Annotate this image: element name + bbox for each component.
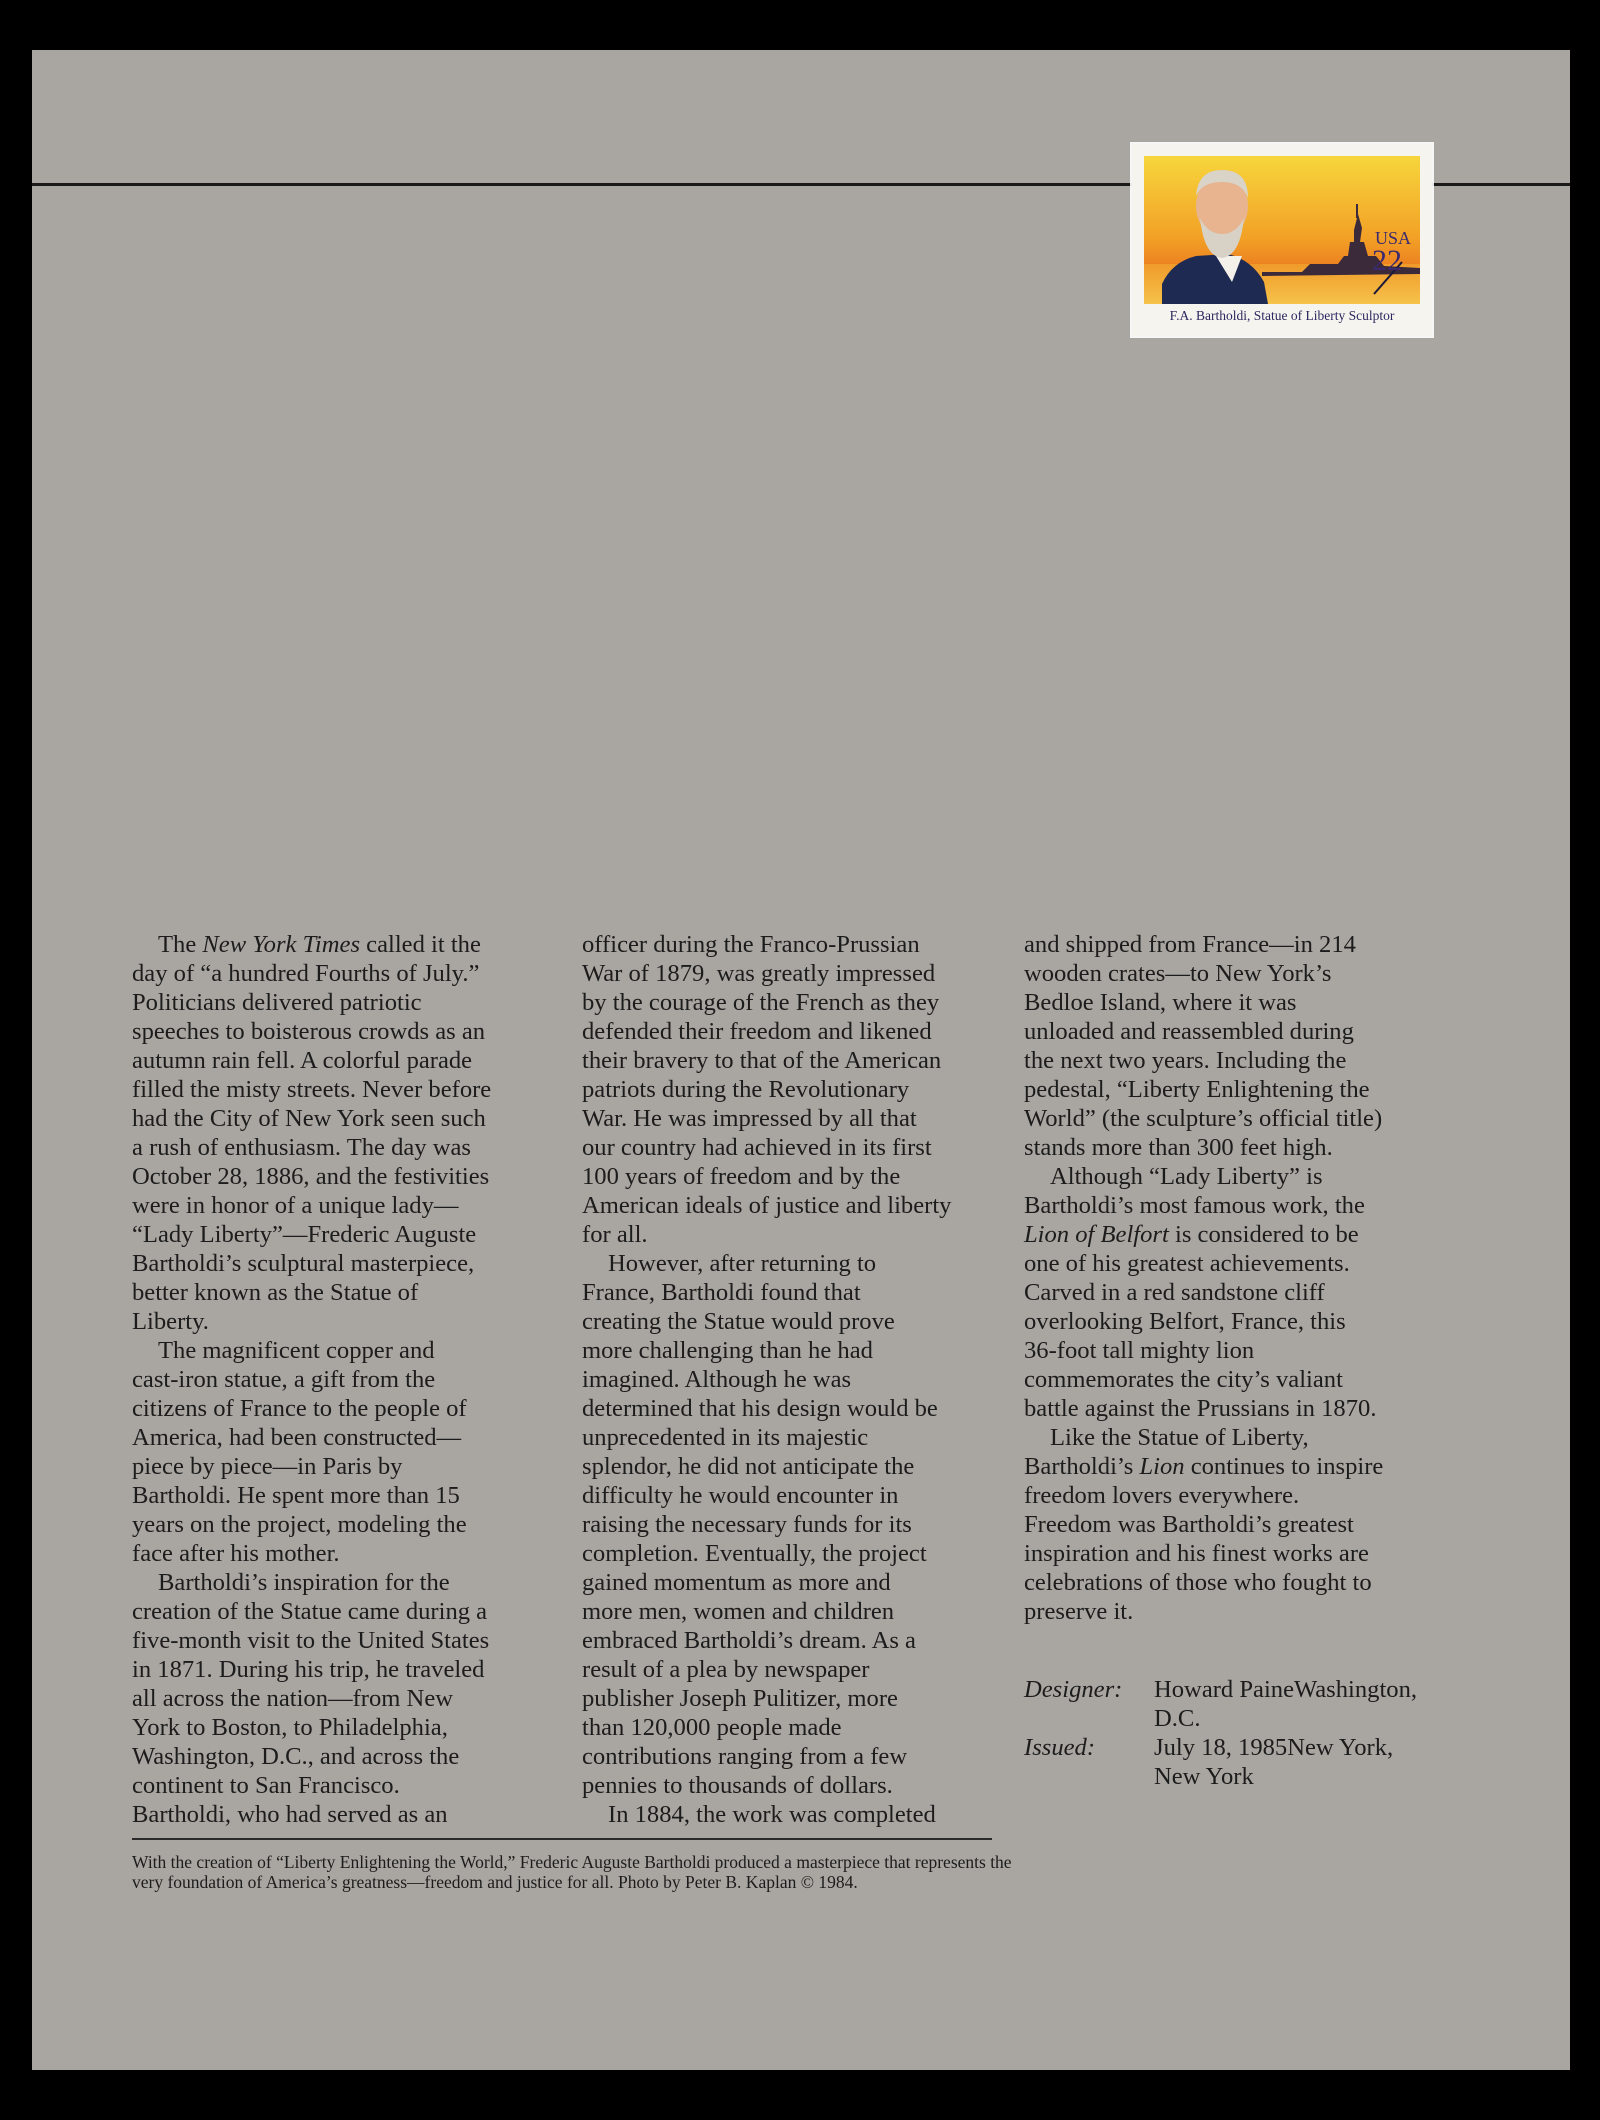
text-line: Liberty. (132, 1308, 209, 1335)
text-line: Bartholdi’s most famous work, the (1024, 1192, 1365, 1219)
text-line: Lion of Belfort is considered to be (1024, 1221, 1359, 1248)
text-line: face after his mother. (132, 1540, 340, 1567)
text-line: creation of the Statue came during a (132, 1598, 488, 1625)
text-line: Bartholdi’s Lion continues to inspire (1024, 1453, 1384, 1480)
text-column-1 (132, 930, 552, 1829)
text-line: Carved in a red sandstone cliff (1024, 1279, 1325, 1306)
text-line: gained momentum as more and (582, 1569, 891, 1596)
paragraph-lines (1024, 1481, 1444, 1626)
text-line: battle against the Prussians in 1870. (1024, 1395, 1377, 1422)
text-line: more challenging than he had (582, 1337, 873, 1364)
text-line: piece by piece—in Paris by (132, 1453, 403, 1480)
text-line: cast-iron statue, a gift from the (132, 1366, 436, 1393)
newspaper-title: New York Times (202, 931, 361, 958)
stamp-denomination: 22 (1372, 244, 1402, 277)
text-line: wooden crates—to New York’s (1024, 960, 1332, 987)
text-line: unprecedented in its majestic (582, 1424, 869, 1451)
text-line: However, after returning to (608, 1250, 877, 1277)
text-line: Like the Statue of Liberty, (1050, 1424, 1309, 1451)
text-line: publisher Joseph Pulitizer, more (582, 1685, 898, 1712)
designer-row (1024, 1675, 1444, 1733)
caption-line: masterpiece that represents the very foundation of America’s greatness—freedom and justice (132, 1852, 1012, 1892)
text-line: one of his greatest achievements. (1024, 1250, 1350, 1277)
text-line: Washington, D.C., and across the (132, 1743, 460, 1770)
paragraph-lines (1024, 930, 1444, 1162)
text-line: five-month visit to the United States (132, 1627, 490, 1654)
paragraph (1024, 1423, 1444, 1452)
text-line: in 1871. During his trip, he traveled (132, 1656, 485, 1683)
text-line: 36-foot tall mighty lion (1024, 1337, 1255, 1364)
issued-label: Issued: (1024, 1734, 1096, 1761)
paragraph-lines (582, 930, 1002, 1249)
text-line: by the courage of the French as they (582, 989, 940, 1016)
text-line: preserve it. (1024, 1598, 1134, 1625)
text-line: Bartholdi’s sculptural masterpiece, (132, 1250, 475, 1277)
text-line: Freedom was Bartholdi’s greatest (1024, 1511, 1354, 1538)
text-line: The New York Times called it the (158, 931, 481, 958)
designer-place: Washington, D.C. (1154, 1676, 1418, 1732)
work-title: Lion (1139, 1453, 1185, 1480)
text-line: France, Bartholdi found that (582, 1279, 861, 1306)
text-line: completion. Eventually, the project (582, 1540, 927, 1567)
text-line: day of “a hundred Fourths of July.” (132, 960, 480, 987)
text-line: citizens of France to the people of (132, 1395, 467, 1422)
text-line: the next two years. Including the (1024, 1047, 1347, 1074)
text-line: determined that his design would be (582, 1395, 938, 1422)
text-line: had the City of New York seen such (132, 1105, 486, 1132)
stamp-caption: F.A. Bartholdi, Statue of Liberty Sculptor (1169, 308, 1395, 323)
text-column-2 (582, 930, 1002, 1829)
text-line: In 1884, the work was completed (608, 1801, 936, 1828)
text-line: for all. (582, 1221, 648, 1248)
text-line: speeches to boisterous crowds as an (132, 1018, 486, 1045)
text-line: War of 1879, was greatly impressed (582, 960, 936, 987)
text-line: were in honor of a unique lady— (132, 1192, 459, 1219)
text-line: a rush of enthusiasm. The day was (132, 1134, 472, 1161)
stamp-credits (1024, 1675, 1444, 1791)
text-line: than 120,000 people made (582, 1714, 842, 1741)
text-line: commemorates the city’s valiant (1024, 1366, 1343, 1393)
text-line: Although “Lady Liberty” is (1050, 1163, 1323, 1190)
text-line: and shipped from France—in 214 (1024, 931, 1356, 958)
photo-caption (132, 1852, 1032, 1892)
text-line: continent to San Francisco. (132, 1772, 400, 1799)
text-line: result of a plea by newspaper (582, 1656, 870, 1683)
text-line: years on the project, modeling the (132, 1511, 467, 1538)
paragraph (132, 930, 552, 959)
text-line: inspiration and his finest works are (1024, 1540, 1369, 1567)
postage-stamp (1132, 144, 1432, 336)
designer-label: Designer: (1024, 1676, 1123, 1703)
text-line: Bartholdi, who had served as an (132, 1801, 448, 1828)
paragraph (1024, 1162, 1444, 1191)
caption-line: With the creation of “Liberty Enlightening the World,” Frederic Auguste Bartholdi produced a (132, 1852, 792, 1872)
text-line: raising the necessary funds for its (582, 1511, 912, 1538)
text-line: “Lady Liberty”—Frederic Auguste (132, 1221, 477, 1248)
text-line: York to Boston, to Philadelphia, (132, 1714, 448, 1741)
text-line: splendor, he did not anticipate the (582, 1453, 915, 1480)
text-line: imagined. Although he was (582, 1366, 852, 1393)
paragraph-lines (132, 959, 552, 1336)
text-line: October 28, 1886, and the festivities (132, 1163, 490, 1190)
text-line: Bartholdi’s inspiration for the (158, 1569, 450, 1596)
text-line: pennies to thousands of dollars. (582, 1772, 893, 1799)
text-line: our country had achieved in its first (582, 1134, 932, 1161)
paragraph-lines (582, 1249, 1002, 1800)
paragraph-lines (132, 1568, 552, 1829)
text-line: 100 years of freedom and by the (582, 1163, 901, 1190)
text-line: Politicians delivered patriotic (132, 989, 422, 1016)
text-line: Bartholdi. He spent more than 15 (132, 1482, 460, 1509)
text-column-3 (1024, 930, 1444, 1626)
text-line: contributions ranging from a few (582, 1743, 908, 1770)
issued-place: New York, New York (1154, 1734, 1394, 1790)
text-line: freedom lovers everywhere. (1024, 1482, 1300, 1509)
work-title: Lion of Belfort (1024, 1221, 1169, 1248)
text-line: officer during the Franco-Prussian (582, 931, 920, 958)
text-line: pedestal, “Liberty Enlightening the (1024, 1076, 1370, 1103)
text-line: their bravery to that of the American (582, 1047, 942, 1074)
text-line: embraced Bartholdi’s dream. As a (582, 1627, 916, 1654)
designer-name: Howard Paine (1154, 1676, 1295, 1703)
album-page (32, 50, 1570, 2070)
text-line: War. He was impressed by all that (582, 1105, 917, 1132)
stamp-country: USA (1375, 228, 1412, 248)
issued-row (1024, 1733, 1444, 1791)
paragraph-lines (132, 1336, 552, 1568)
text-line: creating the Statue would prove (582, 1308, 895, 1335)
text-line: stands more than 300 feet high. (1024, 1134, 1333, 1161)
text-line: America, had been constructed— (132, 1424, 462, 1451)
issued-date: July 18, 1985 (1154, 1734, 1288, 1761)
text-line: autumn rain fell. A colorful parade (132, 1047, 473, 1074)
text-line: American ideals of justice and liberty (582, 1192, 952, 1219)
paragraph-lines (582, 1800, 1002, 1829)
text-line: patriots during the Revolutionary (582, 1076, 910, 1103)
text-line: defended their freedom and likened (582, 1018, 932, 1045)
text-line: Bedloe Island, where it was (1024, 989, 1297, 1016)
text-line: The magnificent copper and (158, 1337, 435, 1364)
paragraph-lines (1024, 1249, 1444, 1423)
text-line: all across the nation—from New (132, 1685, 453, 1712)
text-line: World” (the sculpture’s official title) (1024, 1105, 1383, 1132)
text-line: overlooking Belfort, France, this (1024, 1308, 1346, 1335)
text-line: unloaded and reassembled during (1024, 1018, 1354, 1045)
text-line: better known as the Statue of (132, 1279, 419, 1306)
caption-line: for all. Photo by Peter B. Kaplan © 1984. (566, 1872, 858, 1892)
text-line: difficulty he would encounter in (582, 1482, 899, 1509)
text-line: filled the misty streets. Never before (132, 1076, 492, 1103)
text-line: celebrations of those who fought to (1024, 1569, 1372, 1596)
text-line: more men, women and children (582, 1598, 895, 1625)
caption-rule (132, 1838, 992, 1840)
